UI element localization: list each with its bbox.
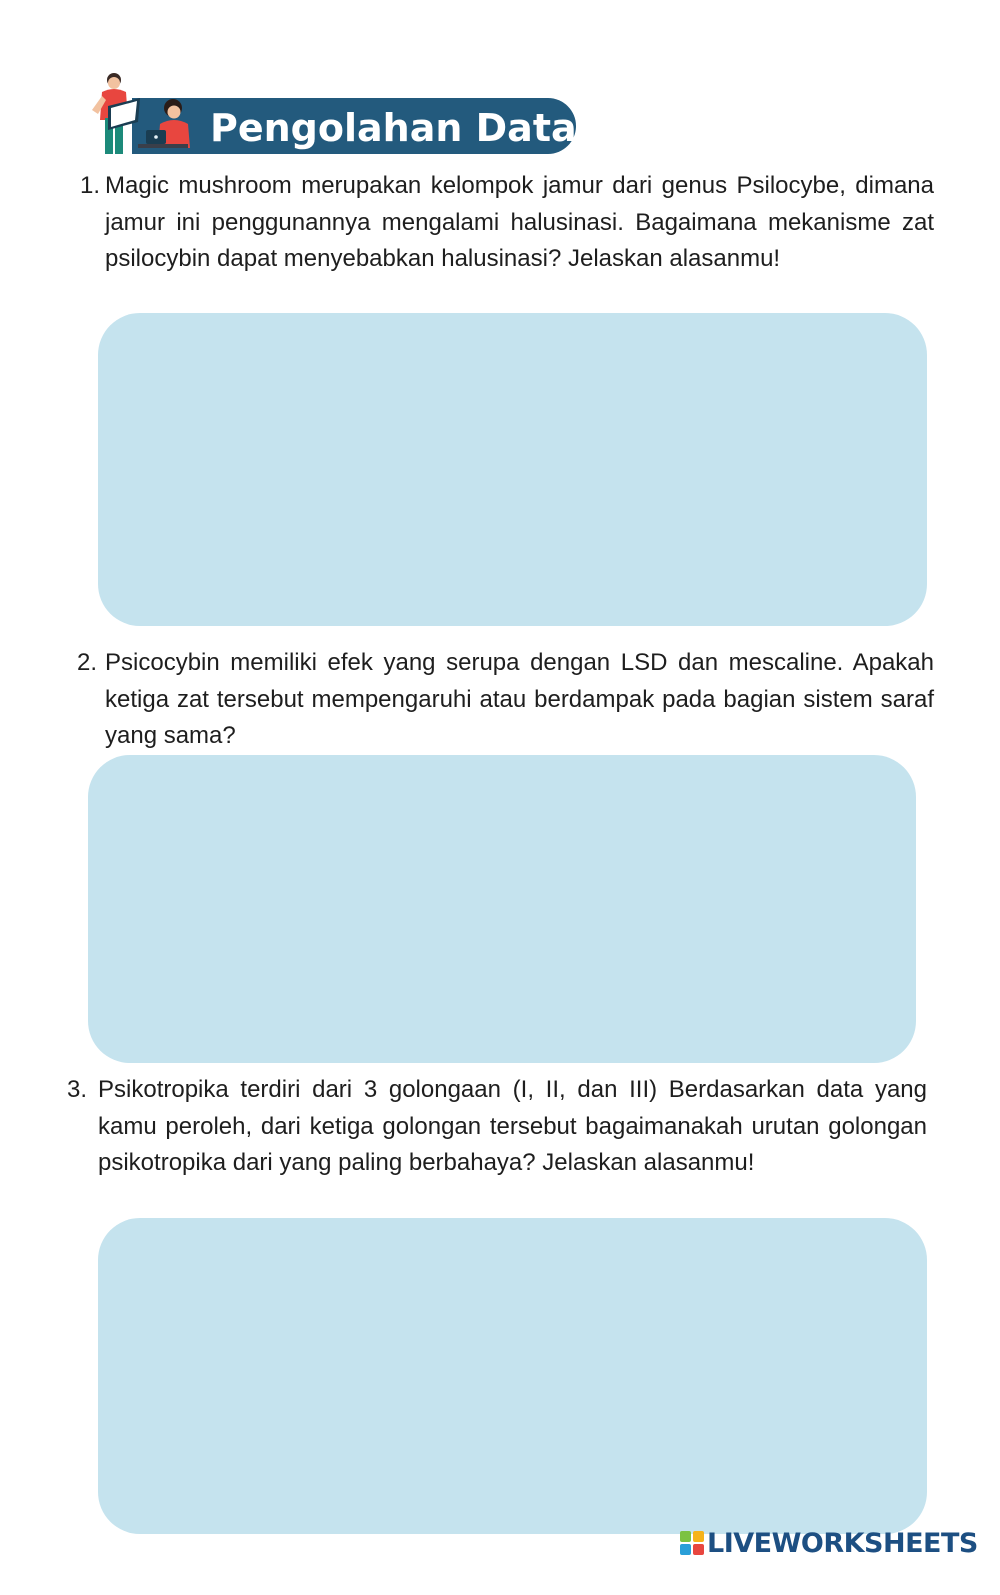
question-2	[77, 645, 934, 755]
question-number: 3.	[67, 1076, 88, 1103]
question-number: 1.	[80, 172, 101, 199]
liveworksheets-logo-icon	[680, 1531, 704, 1555]
section-header	[78, 70, 578, 160]
answer-box-3[interactable]	[98, 1218, 927, 1534]
question-number: 2.	[77, 649, 98, 676]
question-3	[67, 1072, 927, 1182]
question-text: Psikotropika terdiri dari 3 golongaan (I, II, dan III) Berdasarkan data yang kamu peroleh, dari ketiga golongan tersebut bagaimanakah urutan golongan psikotropika dari yang paling berbahaya? Jelaskan alasanmu!	[98, 1076, 927, 1176]
teacher-student-illustration-icon	[78, 70, 198, 160]
answer-box-2[interactable]	[88, 755, 916, 1063]
answer-box-1[interactable]	[98, 313, 927, 626]
brand-name: LIVEWORKSHEETS	[707, 1527, 978, 1559]
liveworksheets-logo[interactable]	[680, 1527, 978, 1559]
question-text: Psicocybin memiliki efek yang serupa dengan LSD dan mescaline. Apakah ketiga zat tersebut mempengaruhi atau berdampak pada bagian sistem saraf yang sama?	[105, 649, 934, 749]
question-text: Magic mushroom merupakan kelompok jamur dari genus Psilocybe, dimana jamur ini penggunannya mengalami halusinasi. Bagaimana mekanisme zat psilocybin dapat menyebabkan halusinasi? Jelaskan alasanmu!	[105, 172, 934, 272]
page-title: Pengolahan Data	[210, 106, 577, 150]
question-1	[80, 168, 934, 278]
